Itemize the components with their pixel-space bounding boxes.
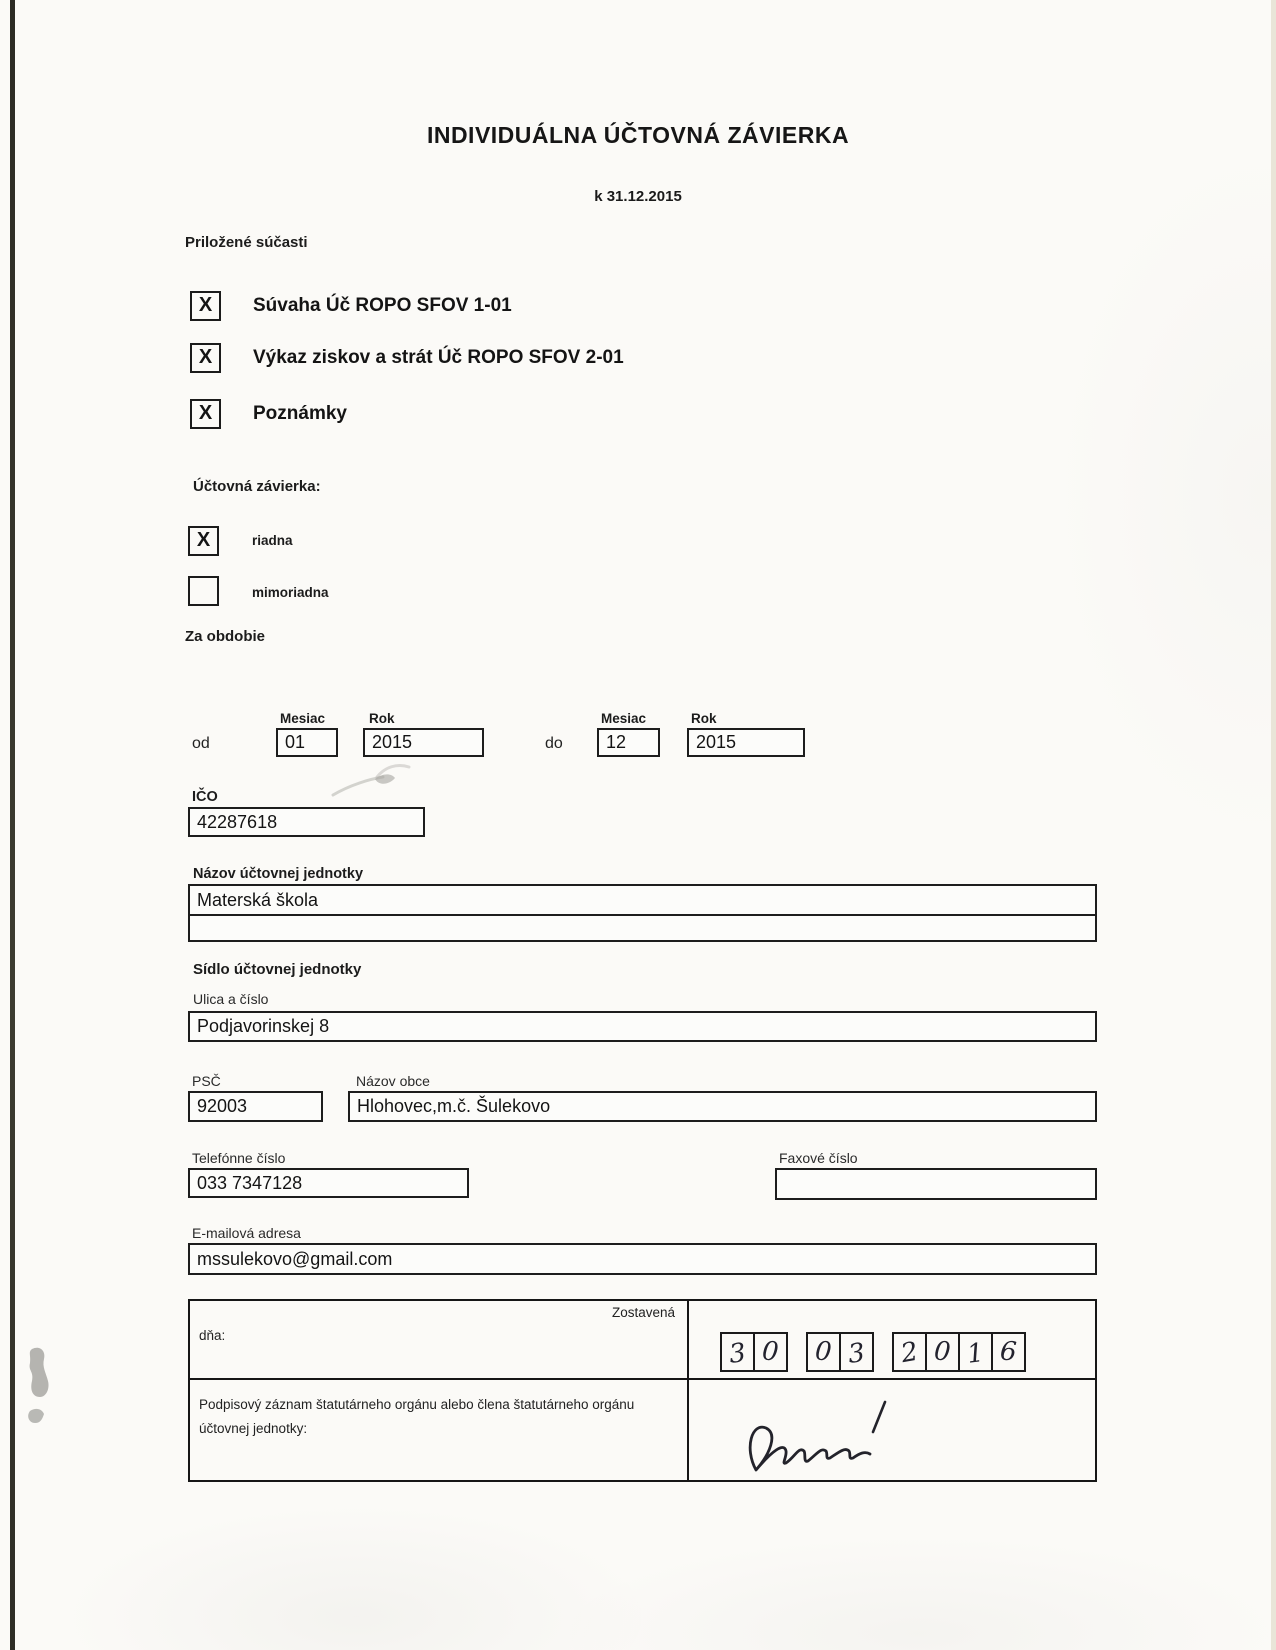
date-digit-cell: [991, 1332, 1026, 1372]
date-year-boxes: [892, 1332, 1026, 1372]
compiled-label: Zostavená: [611, 1305, 675, 1320]
checkbox-x-mark: X: [198, 294, 213, 316]
date-digit-cell: [839, 1332, 874, 1372]
option-label-mimoriadna: mimoriadna: [252, 585, 329, 600]
email-field[interactable]: mssulekovo@gmail.com: [188, 1243, 1097, 1275]
phone-label: Telefónne číslo: [192, 1150, 286, 1166]
address-heading: Sídlo účtovnej jednotky: [193, 961, 362, 978]
handwritten-digit: 3: [727, 1338, 748, 1370]
handwritten-digit: 0: [933, 1336, 952, 1368]
entity-name-row1: Materská škola: [190, 886, 1095, 916]
from-month-field[interactable]: 01: [276, 728, 338, 757]
date-day-boxes: [720, 1332, 788, 1372]
date-digit-cell: [958, 1332, 993, 1372]
table-column-divider: [687, 1301, 689, 1480]
checkbox-mimoriadna[interactable]: [188, 576, 219, 606]
email-label: E-mailová adresa: [192, 1225, 301, 1241]
from-year-field[interactable]: 2015: [363, 728, 484, 757]
attachment-label-vykaz: Výkaz ziskov a strát Úč ROPO SFOV 2-01: [253, 347, 624, 368]
page-subtitle: k 31.12.2015: [594, 188, 682, 205]
attachment-label-suvaha: Súvaha Úč ROPO SFOV 1-01: [253, 295, 512, 316]
checkbox-x-mark: X: [198, 346, 213, 368]
ico-label: IČO: [192, 789, 218, 805]
ico-field[interactable]: 42287618: [188, 807, 425, 837]
date-digit-cell: [892, 1332, 927, 1372]
page-title: INDIVIDUÁLNA ÚČTOVNÁ ZÁVIERKA: [426, 122, 850, 148]
period-from-label: od: [192, 735, 210, 752]
checkbox-vykaz[interactable]: [190, 343, 221, 373]
handwritten-digit: 1: [965, 1338, 986, 1370]
handwritten-signature: [740, 1396, 940, 1481]
entity-name-field[interactable]: [188, 884, 1097, 942]
period-heading: Za obdobie: [185, 628, 265, 645]
month-label-from: Mesiac: [280, 711, 326, 726]
attachments-heading: Priložené súčasti: [185, 234, 308, 251]
zip-label: PSČ: [192, 1073, 221, 1089]
entity-name-label: Názov účtovnej jednotky: [193, 866, 364, 882]
scan-smudge-blob: [22, 1345, 56, 1430]
compiled-date-label: dňa:: [199, 1328, 226, 1343]
year-label-from: Rok: [369, 711, 395, 726]
handwritten-digit: 0: [761, 1336, 780, 1368]
date-digit-cell: [925, 1332, 960, 1372]
street-field[interactable]: Podjavorinskej 8: [188, 1011, 1097, 1042]
period-to-label: do: [545, 735, 563, 752]
to-month-field[interactable]: 12: [597, 728, 660, 757]
date-digit-cell: [720, 1332, 755, 1372]
checkbox-suvaha[interactable]: [190, 291, 221, 321]
date-digit-cell: [806, 1332, 841, 1372]
checkbox-riadna[interactable]: [188, 526, 219, 556]
city-label: Názov obce: [356, 1073, 430, 1089]
fax-label: Faxové číslo: [779, 1150, 858, 1166]
fax-field[interactable]: [775, 1168, 1097, 1200]
handwritten-digit: 6: [999, 1336, 1018, 1368]
scan-smudge-mark: [325, 755, 435, 805]
handwritten-digit: 0: [814, 1336, 833, 1368]
checkbox-x-mark: X: [198, 402, 213, 424]
year-label-to: Rok: [691, 711, 717, 726]
handwritten-digit: 2: [898, 1336, 921, 1370]
month-label-to: Mesiac: [601, 711, 647, 726]
checkbox-poznamky[interactable]: [190, 399, 221, 429]
phone-field[interactable]: 033 7347128: [188, 1168, 469, 1198]
signature-statement-label: Podpisový záznam štatutárneho orgánu alebo člena štatutárneho orgánu účtovnej jednotky:: [199, 1397, 635, 1436]
table-row-divider: [190, 1378, 1095, 1380]
closing-type-heading: Účtovná závierka:: [193, 478, 321, 495]
date-month-boxes: [806, 1332, 874, 1372]
scan-paper-edge: [1271, 0, 1276, 1650]
zip-field[interactable]: 92003: [188, 1091, 323, 1122]
entity-name-row2: [190, 916, 1095, 942]
option-label-riadna: riadna: [252, 533, 293, 548]
checkbox-x-mark: X: [196, 529, 211, 551]
to-year-field[interactable]: 2015: [687, 728, 805, 757]
scan-binding-edge: [10, 0, 15, 1650]
signature-table: [188, 1299, 1097, 1482]
city-field[interactable]: Hlohovec,m.č. Šulekovo: [348, 1091, 1097, 1122]
handwritten-digit: 3: [846, 1338, 867, 1370]
street-label: Ulica a číslo: [193, 991, 269, 1007]
date-digit-cell: [753, 1332, 788, 1372]
attachment-label-poznamky: Poznámky: [253, 403, 347, 424]
